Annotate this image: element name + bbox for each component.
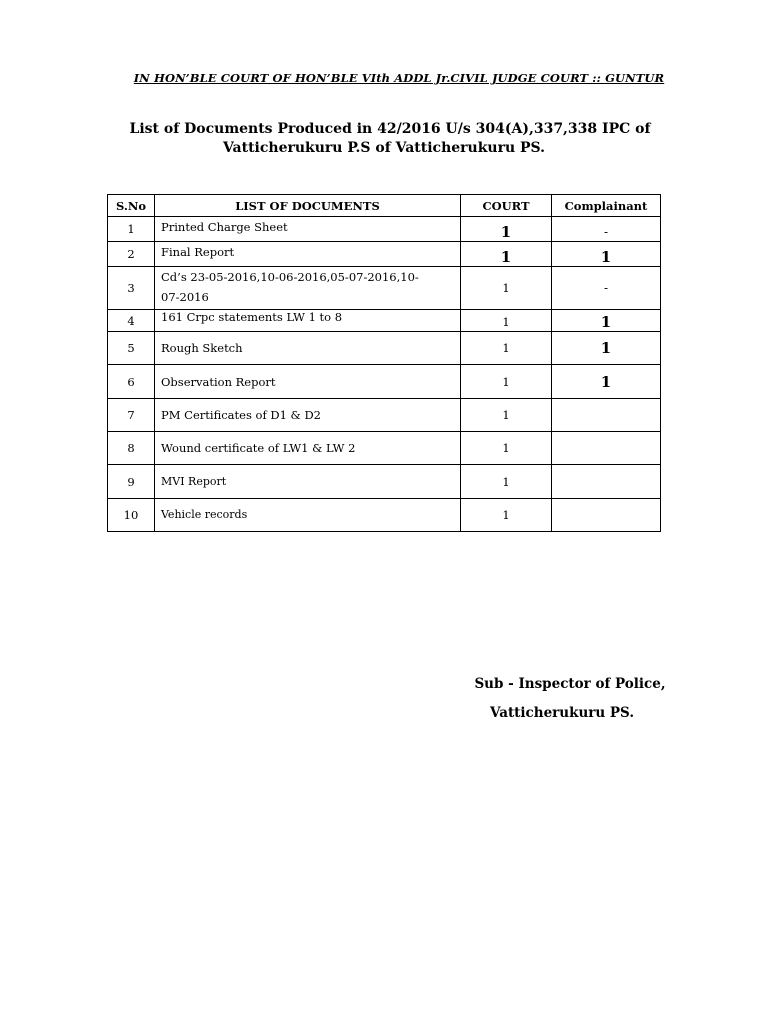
row-document: MVI Report: [155, 465, 461, 499]
row-complainant: -: [552, 217, 661, 242]
header-documents: LIST OF DOCUMENTS: [155, 195, 461, 217]
row-sno: 2: [108, 242, 155, 267]
table-row: [108, 217, 661, 242]
row-document: Observation Report: [155, 365, 461, 399]
title-line-2: Vatticherukuru P.S of Vatticherukuru PS.: [222, 140, 546, 156]
row-sno: 6: [108, 365, 155, 399]
row-complainant: 1: [552, 310, 661, 332]
table-row: [108, 365, 661, 399]
row-sno: 9: [108, 465, 155, 499]
table-row: [108, 432, 661, 465]
row-court: 1: [461, 310, 552, 332]
signature-block: [430, 676, 710, 721]
row-complainant: [552, 499, 661, 532]
table-header-row: [108, 195, 661, 217]
document-title: [0, 120, 768, 158]
row-document: Printed Charge Sheet: [155, 217, 461, 242]
header-sno: S.No: [108, 195, 155, 217]
court-heading: IN HON’BLE COURT OF HON’BLE VIth ADDL Jr.CIVIL JUDGE COURT :: GUNTUR: [133, 71, 665, 85]
row-complainant: [552, 465, 661, 499]
row-document: Wound certificate of LW1 & LW 2: [155, 432, 461, 465]
row-sno: 8: [108, 432, 155, 465]
signature-station: Vatticherukuru PS.: [489, 705, 635, 721]
row-complainant: 1: [552, 332, 661, 365]
row-document: Cd’s 23-05-2016,10-06-2016,05-07-2016,10-07-2016: [155, 267, 461, 310]
row-sno: 5: [108, 332, 155, 365]
table-row: [108, 332, 661, 365]
row-sno: 10: [108, 499, 155, 532]
row-court: 1: [461, 217, 552, 242]
row-sno: 7: [108, 399, 155, 432]
row-document: Final Report: [155, 242, 461, 267]
row-complainant: 1: [552, 242, 661, 267]
row-document: PM Certificates of D1 & D2: [155, 399, 461, 432]
row-court: 1: [461, 399, 552, 432]
row-court: 1: [461, 332, 552, 365]
table-row: [108, 242, 661, 267]
documents-table: [107, 194, 661, 532]
row-document: Rough Sketch: [155, 332, 461, 365]
table-row: [108, 465, 661, 499]
table-row: [108, 267, 661, 310]
row-complainant: [552, 432, 661, 465]
row-complainant: -: [552, 267, 661, 310]
table-row: [108, 499, 661, 532]
table-row: [108, 310, 661, 332]
row-sno: 4: [108, 310, 155, 332]
row-sno: 3: [108, 267, 155, 310]
header-court: COURT: [461, 195, 552, 217]
row-court: 1: [461, 499, 552, 532]
row-sno: 1: [108, 217, 155, 242]
signature-designation: Sub - Inspector of Police,: [474, 676, 666, 692]
row-court: 1: [461, 465, 552, 499]
row-court: 1: [461, 242, 552, 267]
row-court: 1: [461, 365, 552, 399]
row-complainant: 1: [552, 365, 661, 399]
row-document: 161 Crpc statements LW 1 to 8: [155, 310, 461, 332]
row-court: 1: [461, 267, 552, 310]
header-complainant: Complainant: [552, 195, 661, 217]
row-complainant: [552, 399, 661, 432]
table-row: [108, 399, 661, 432]
row-court: 1: [461, 432, 552, 465]
title-line-1: List of Documents Produced in 42/2016 U/s 304(A),337,338 IPC of: [129, 121, 651, 137]
row-document: Vehicle records: [155, 499, 461, 532]
